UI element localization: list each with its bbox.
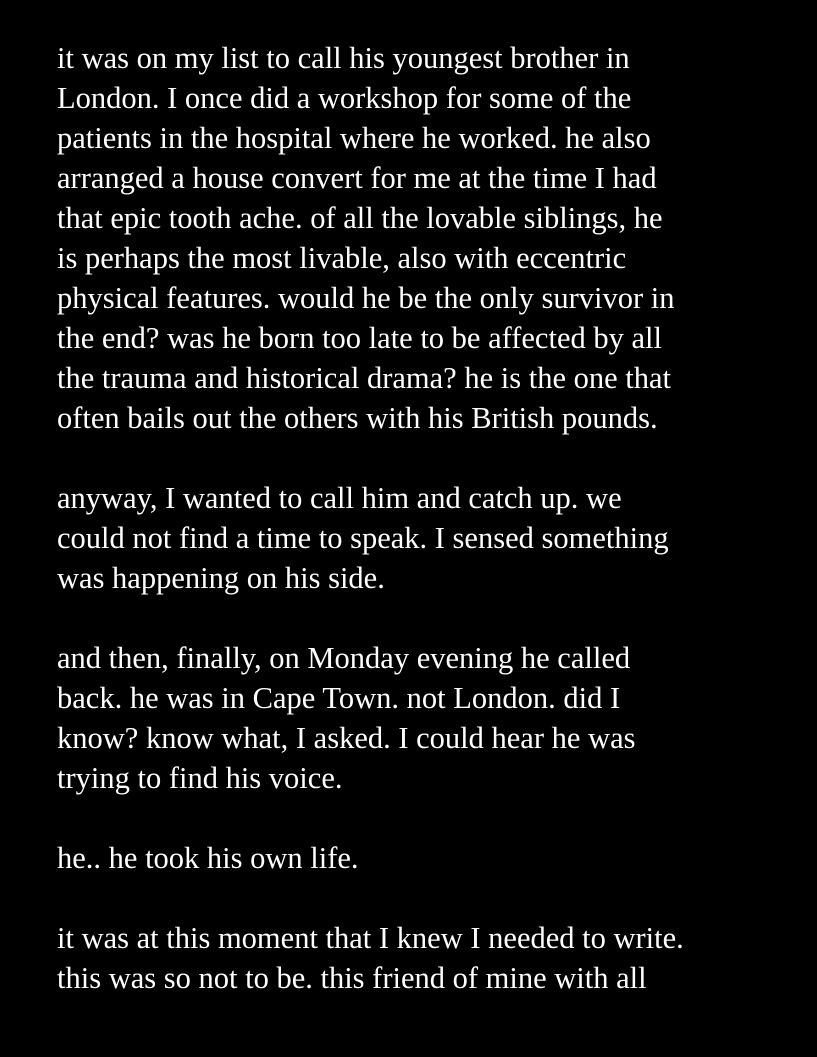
text-line: he.. he took his own life.: [57, 841, 359, 875]
text-line: it was at this moment that I knew I needed to write.: [57, 921, 684, 955]
text-line: know? know what, I asked. I could hear he was: [57, 721, 636, 755]
paragraph-5: [57, 918, 802, 998]
text-line: trying to find his voice.: [57, 761, 343, 795]
body-text: [57, 38, 802, 1038]
text-line: was happening on his side.: [57, 561, 385, 595]
paragraph-3: [57, 638, 802, 798]
text-line: often bails out the others with his British pounds.: [57, 401, 658, 435]
text-line: that epic tooth ache. of all the lovable siblings, he: [57, 201, 663, 235]
text-line: back. he was in Cape Town. not London. did I: [57, 681, 621, 715]
text-line: this was so not to be. this friend of mine with all: [57, 961, 647, 995]
text-line: and then, finally, on Monday evening he called: [57, 641, 631, 675]
text-line: it was on my list to call his youngest brother in: [57, 41, 630, 75]
text-line: the end? was he born too late to be affected by all: [57, 321, 662, 355]
text-line: London. I once did a workshop for some of the: [57, 81, 632, 115]
text-line: is perhaps the most livable, also with eccentric: [57, 241, 627, 275]
paragraph-4: [57, 838, 802, 878]
paragraph-1: [57, 38, 802, 438]
text-line: patients in the hospital where he worked. he also: [57, 121, 651, 155]
text-line: physical features. would he be the only survivor in: [57, 281, 675, 315]
text-line: arranged a house convert for me at the time I had: [57, 161, 657, 195]
text-line: the trauma and historical drama? he is the one that: [57, 361, 672, 395]
text-line: could not find a time to speak. I sensed something: [57, 521, 669, 555]
text-line: anyway, I wanted to call him and catch up. we: [57, 481, 622, 515]
paragraph-2: [57, 478, 802, 598]
